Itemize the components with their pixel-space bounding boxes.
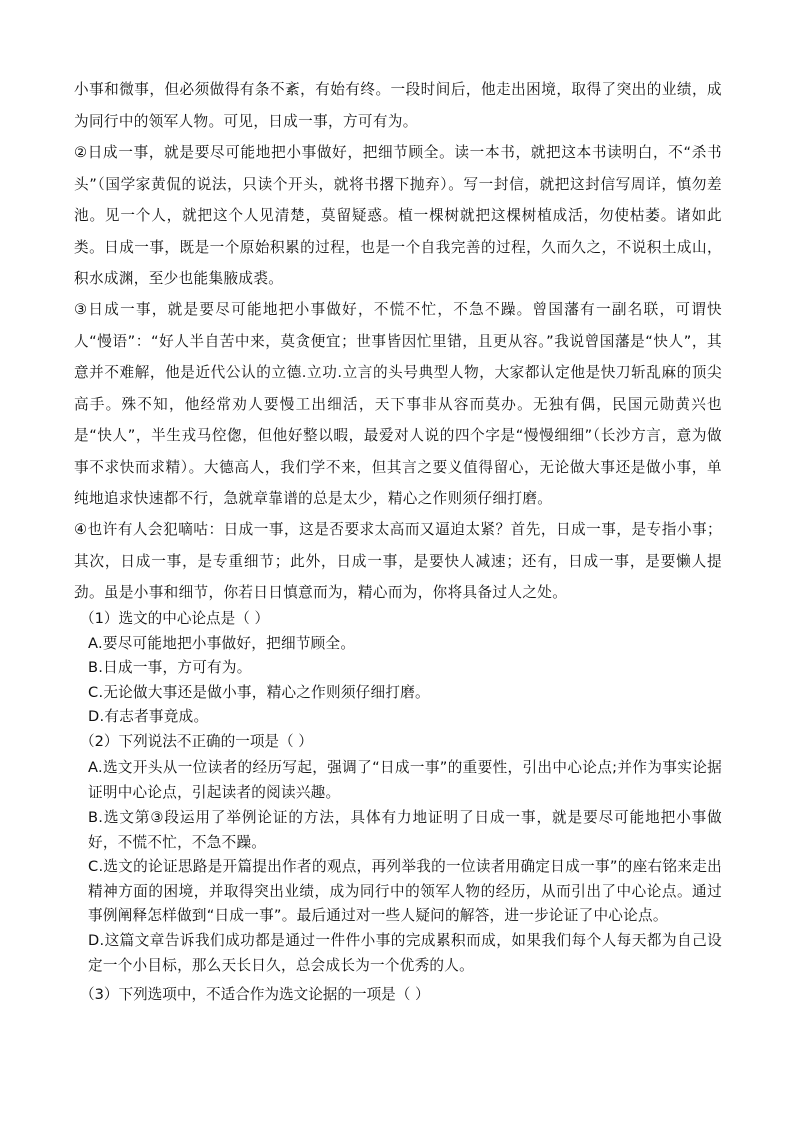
article-paragraph-1-end: 小事和微事，但必须做得有条不紊，有始有终。一段时间后，他走出困境，取得了突出的业绩，成为同行中的领军人物。可见，日成一事，方可有为。	[74, 81, 722, 130]
question-2-stem: （2）下列说法不正确的一项是（ ）	[80, 733, 313, 750]
question-2-option-d: D.这篇文章告诉我们成功都是通过一件件小事的完成累积而成，如果我们每个人每天都为自己设定一个小目标，那么天长日久，总会成长为一个优秀的人。	[88, 932, 722, 974]
question-2-option-c: C.选文的论证思路是开篇提出作者的观点，再列举我的一位读者用确定日成一事”的座右铭来走出精神方面的困境，并取得突出业绩，成为同行中的领军人物的经历，从而引出了中心论点。通过事例阐释怎样做到“日成一事”。最后通过对一些人疑问的解答，进一步论证了中心论点。	[88, 858, 722, 924]
question-1-stem: （1）选文的中心论点是（ ）	[80, 610, 270, 627]
question-1-option-c: C.无论做大事还是做小事，精心之作则须仔细打磨。	[88, 684, 430, 701]
question-1-option-d: D.有志者事竟成。	[88, 708, 209, 725]
question-2-option-b: B.选文第③段运用了举例论证的方法，具体有力地证明了日成一事，就是要尽可能地把小事做好，不慌不忙，不急不躁。	[88, 809, 722, 851]
question-3-stem: （3）下列选项中，不适合作为选文论据的一项是（ ）	[80, 986, 430, 1003]
question-1-option-a: A.要尽可能地把小事做好，把细节顾全。	[88, 635, 356, 652]
article-paragraph-3: ③日成一事，就是要尽可能地把小事做好，不慌不忙，不急不躁。曾国藩有一副名联，可谓快人“慢语”：“好人半自苦中来，莫贪便宜；世事皆因忙里错，且更从容。”我说曾国藩是“快人”，其意并不难解，他是近代公认的立德.立功.立言的头号典型人物，大家都认定他是快刀斩乱麻的顶尖高手。殊不知，他经常劝人要慢工出细活，天下事非从容而莫办。无独有偶，民国元勋黄兴也是“快人”，半生戎马倥偬，但他好整以暇，最爱对人说的四个字是“慢慢细细”（长沙方言，意为做事不求快而求精）。大德高人，我们学不来，但其言之要义值得留心，无论做大事还是做小事，单纯地追求快速都不行，急就章靠谱的总是太少，精心之作则须仔细打磨。	[74, 301, 722, 507]
article-paragraph-4: ④也许有人会犯嘀咕：日成一事，这是否要求太高而又逼迫太紧？首先，日成一事，是专指小事；其次，日成一事，是专重细节；此外，日成一事，是要快人减速；还有，日成一事，是要懒人提劲。虽是小事和细节，你若日日慎意而为，精心而为，你将具备过人之处。	[74, 521, 722, 601]
question-1-option-b: B.日成一事，方可有为。	[88, 659, 252, 676]
question-2-option-a: A.选文开头从一位读者的经历写起，强调了“日成一事”的重要性，引出中心论点;并作为事实论据证明中心论点，引起读者的阅读兴趣。	[88, 759, 722, 801]
article-paragraph-2: ②日成一事，就是要尽可能地把小事做好，把细节顾全。读一本书，就把这本书读明白，不“杀书头”（国学家黄侃的说法，只读个开头，就将书撂下抛弃）。写一封信，就把这封信写周详，慎勿差池。见一个人，就把这个人见清楚，莫留疑惑。植一棵树就把这棵树植成活，勿使枯萎。诸如此类。日成一事，既是一个原始积累的过程，也是一个自我完善的过程，久而久之，不说积土成山，积水成渊，至少也能集腋成裘。	[74, 144, 722, 287]
